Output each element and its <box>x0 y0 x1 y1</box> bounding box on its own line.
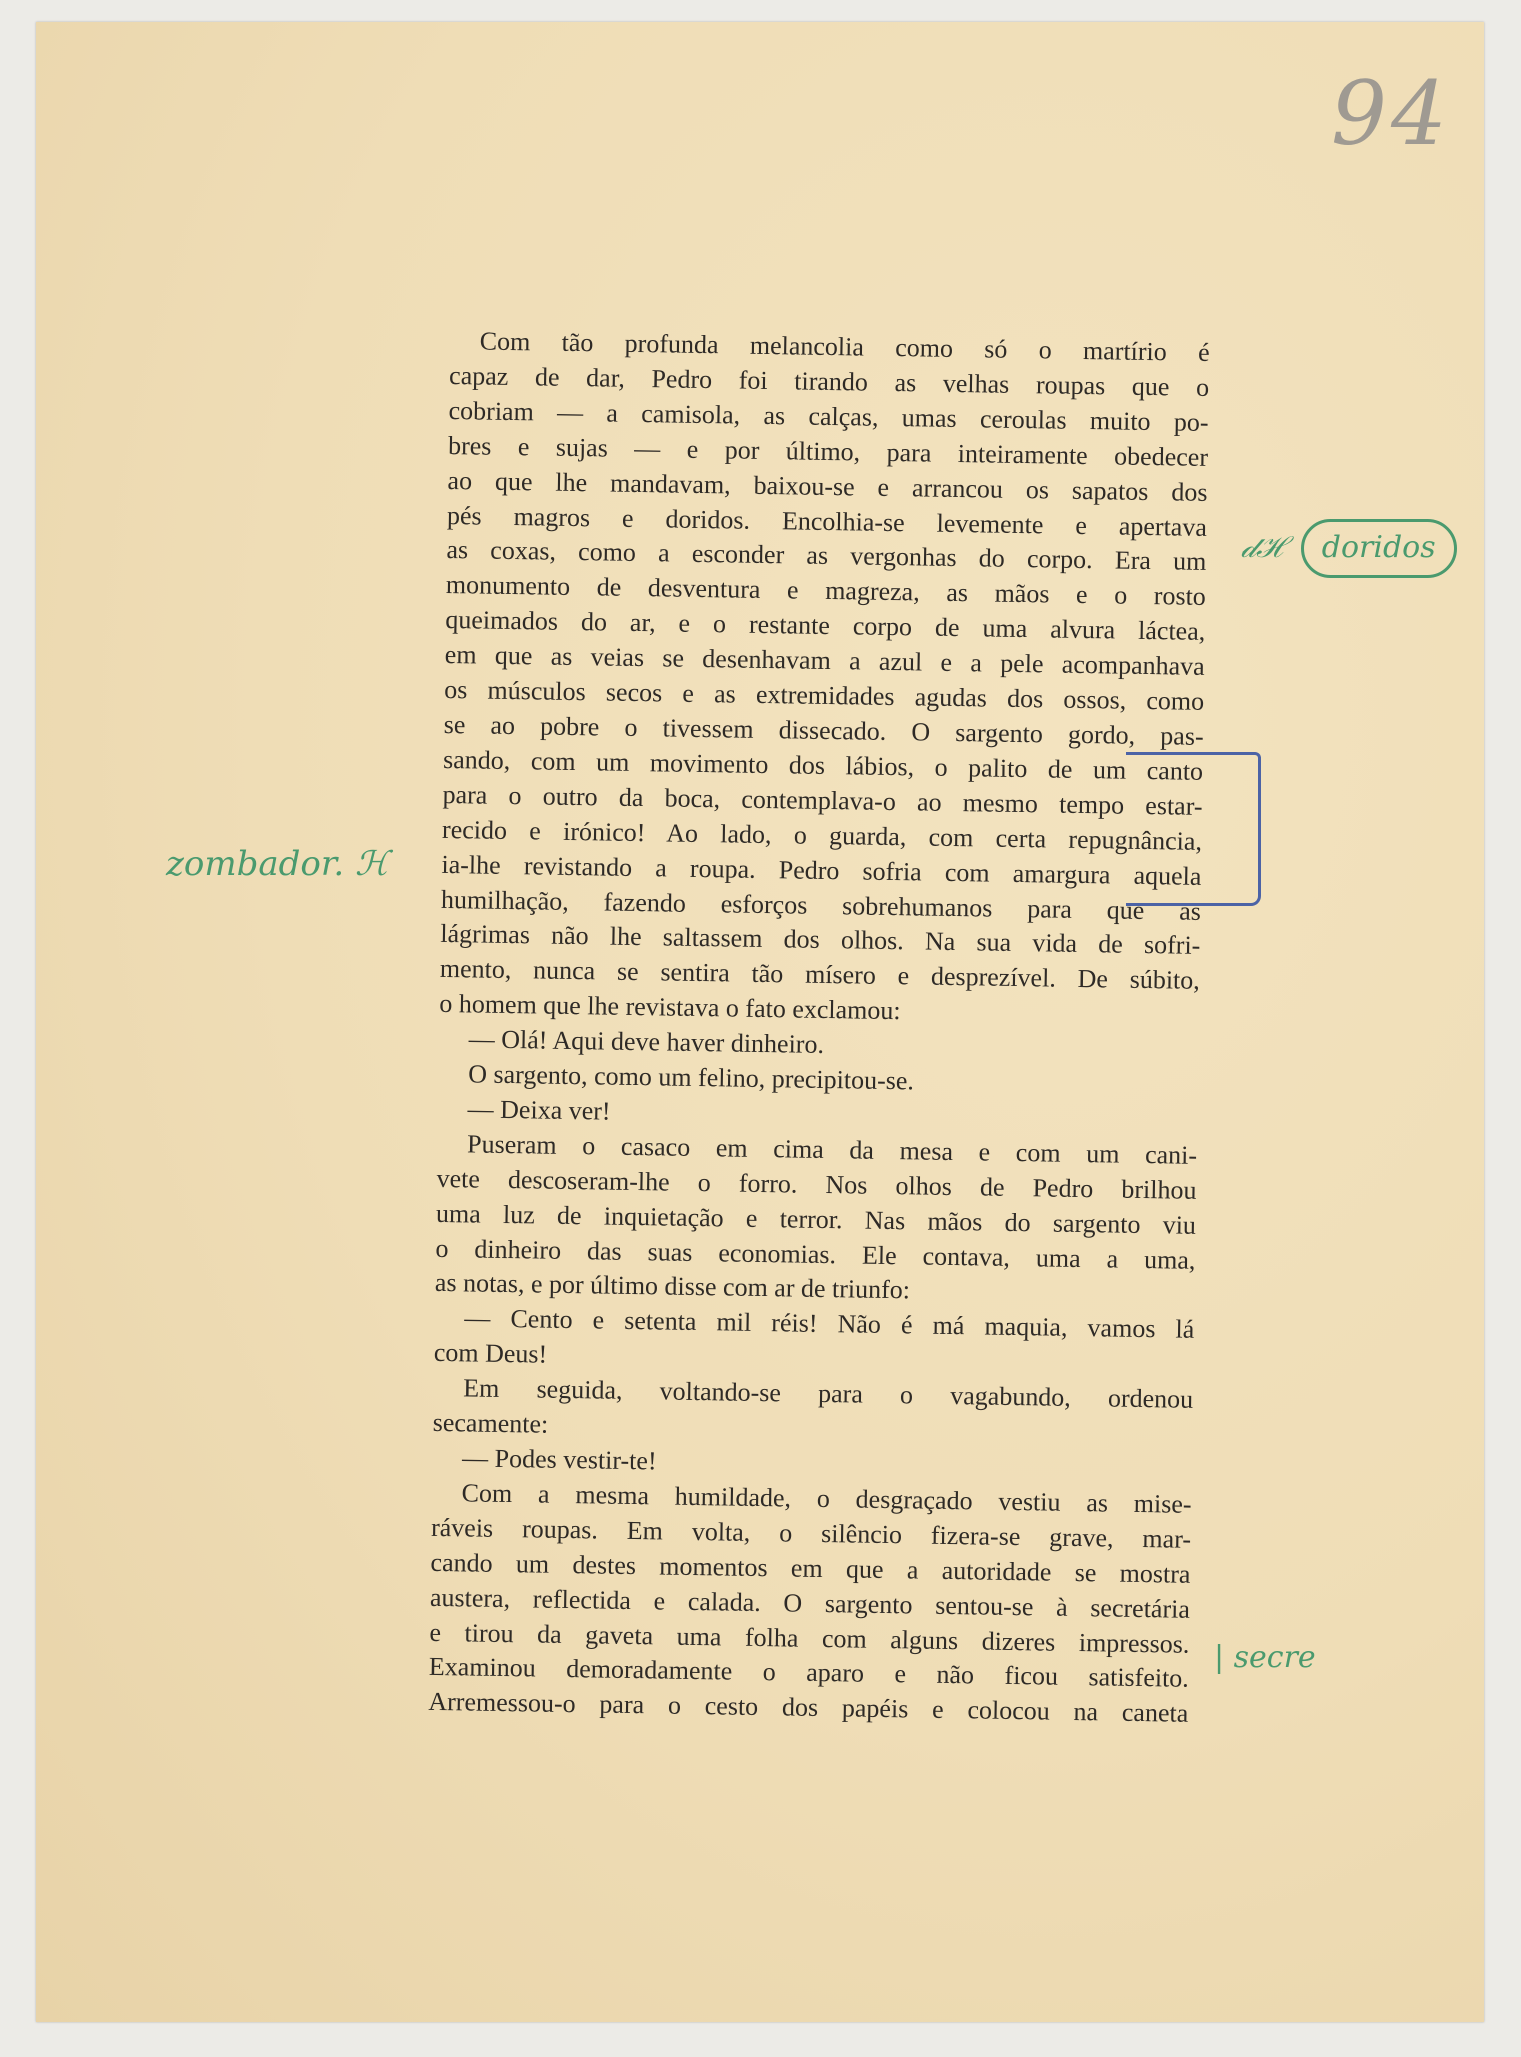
text-line: em que as veias se desenhavam a azul e a pele acompanhava <box>444 640 1205 682</box>
text-line: vete descoseram-lhe o forro. Nos olhos de Pedro brilhou <box>436 1163 1197 1205</box>
text-line: ia-lhe revistando a roupa. Pedro sofria com amargura aquela <box>441 849 1202 891</box>
dialogue-line: — Deixa ver! <box>467 1094 611 1126</box>
dialogue-line: — Cento e setenta mil réis! Não é má maquia, vamos lá <box>464 1303 1195 1345</box>
text-line: O sargento, como um felino, precipitou-se. <box>467 1059 915 1096</box>
text-line: bres e sujas — e por último, para inteiramente obedecer <box>447 430 1209 472</box>
text-line: as coxas, como a esconder as vergonhas do corpo. Era um <box>446 535 1207 577</box>
margin-bracket <box>1126 752 1261 906</box>
margin-note-secre: | secre <box>1214 1640 1316 1675</box>
text-line: se ao pobre o tivessem dissecado. O sargento gordo, pas- <box>443 709 1204 751</box>
circled-correction: doridos <box>1301 519 1457 578</box>
text-line: para o outro da boca, contemplava-o ao mesmo tempo estar- <box>442 779 1203 821</box>
text-line: Com tão profunda melancolia como só o martírio é <box>479 326 1210 367</box>
body-text <box>428 324 1210 1732</box>
manuscript-page <box>36 22 1484 2022</box>
dialogue-line: — Olá! Aqui deve haver dinheiro. <box>468 1024 825 1060</box>
text-line: humilhação, fazendo esforços sobrehumanos para que as <box>440 884 1202 926</box>
text-line: queimados do ar, e o restante corpo de uma alvura láctea, <box>445 605 1206 647</box>
text-line: mento, nunca se sentira tão mísero e desprezível. De súbito, <box>439 954 1201 996</box>
text-line: cobriam — a camisola, as calças, umas ceroulas muito po- <box>448 395 1209 437</box>
text-line: o dinheiro das suas economias. Ele contava, uma a uma, <box>435 1233 1196 1275</box>
text-line: austera, reflectida e calada. O sargento sentou-se à secretária <box>429 1582 1191 1624</box>
correction-mark: 𝒹ℋ <box>1241 530 1284 565</box>
text-line: cando um destes momentos em que a autoridade se mostra <box>430 1547 1191 1589</box>
text-line: as notas, e por último disse com ar de triunfo: <box>434 1268 911 1305</box>
text-line: lágrimas não lhe saltassem dos olhos. Na sua vida de sofri- <box>440 919 1201 961</box>
text-line: Em seguida, voltando-se para o vagabundo, ordenou <box>463 1373 1194 1414</box>
text-line: sando, com um movimento dos lábios, o palito de um canto <box>442 744 1204 786</box>
page-number: 94 <box>1331 62 1451 165</box>
text-line: Puseram o casaco em cima da mesa e com um cani- <box>466 1129 1198 1170</box>
text-line: ráveis roupas. Em volta, o silêncio fizera-se grave, mar- <box>430 1512 1192 1554</box>
text-line: secamente: <box>432 1407 549 1439</box>
text-line: Com a mesma humildade, o desgraçado vestiu as mise- <box>461 1478 1192 1519</box>
dialogue-line: — Podes vestir-te! <box>461 1443 657 1476</box>
margin-note-doridos <box>1241 519 1457 578</box>
text-line: capaz de dar, Pedro foi tirando as velhas roupas que o <box>448 360 1210 402</box>
text-line: e tirou da gaveta uma folha com alguns dizeres impressos. <box>429 1617 1190 1659</box>
margin-note-zombador: zombador. ℋ <box>166 844 389 884</box>
text-line: Arremessou-o para o cesto dos papéis e colocou na caneta <box>428 1687 1189 1729</box>
text-line: Examinou demoradamente o aparo e não ficou satisfeito. <box>428 1652 1190 1694</box>
text-line: com Deus! <box>433 1338 548 1369</box>
text-line: ao que lhe mandavam, baixou-se e arrancou os sapatos dos <box>447 465 1208 507</box>
text-line: os músculos secos e as extremidades agudas dos ossos, como <box>444 675 1205 716</box>
text-line: o homem que lhe revistava o fato exclamou: <box>439 989 901 1026</box>
text-line: pés magros e doridos. Encolhia-se levemente e apertava <box>446 500 1208 542</box>
text-line: uma luz de inquietação e terror. Nas mãos do sargento viu <box>435 1198 1197 1240</box>
text-line: recido e irónico! Ao lado, o guarda, com certa repugnância, <box>441 814 1203 856</box>
text-line: monumento de desventura e magreza, as mãos e o rosto <box>445 570 1207 612</box>
